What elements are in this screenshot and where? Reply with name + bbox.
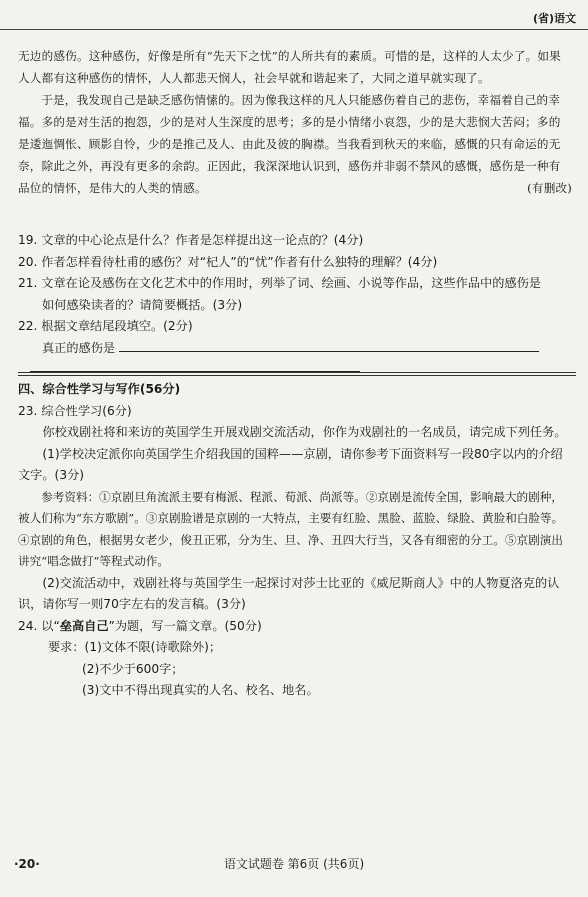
question-20: 20. 作者怎样看待杜甫的感伤？对“杞人”的“忧”作者有什么独特的理解？(4分) — [18, 254, 438, 269]
question-22: 22. 根据文章结尾段填空。(2分) — [18, 319, 193, 333]
question-23: 23. 综合性学习(6分) — [18, 403, 132, 418]
passage-paragraph-2-text: 于是，我发现自己是缺乏感伤情愫的。因为像我这样的凡人只能感伤着自己的悲伤，幸福着自己的幸福。多的是对生活的抱怨，少的是对人生深度的思考；多的是小情绪小哀怨，少的是大悲悯大苦闷；多的是逶迤惆怅、顾影自怜，少的是推己及人、由此及彼的胸襟。当我看到秋天的来临，感慨的只有命运的无奈，除此之外，再没有更多的余韵。正因此，我深深地认识到，感伤并非弱不禁风的感慨，感伤是一种有品位的情怀，是伟大的人类的情感。 — [18, 93, 561, 195]
section-divider-2 — [18, 375, 576, 376]
task-2: (2)交流活动中，戏剧社将与英国学生一起探讨对莎士比亚的《威尼斯商人》中的人物夏洛克的认识，请你写一则70字左右的发言稿。(3分) — [18, 575, 560, 611]
page-footer: 语文试题卷 第6页 (共6页) — [223, 857, 365, 871]
requirement-1: 要求：(1)文体不限(诗歌除外)； — [48, 640, 222, 654]
page-number: ·20· — [14, 857, 40, 871]
essay-topic: 垒高自己 — [59, 618, 109, 633]
section-title: 四、综合性学习与写作(56分) — [18, 382, 181, 396]
reading-passage — [18, 45, 572, 199]
part-four — [18, 379, 574, 702]
task-1: (1)学校决定派你向英国学生介绍我国的国粹——京剧，请你参考下面资料写一段80字以内的介绍文字。(3分) — [18, 446, 563, 482]
question-21: 21. 文章在论及感伤在文化艺术中的作用时，列举了词、绘画、小说等作品，这些作品中的感伤是 — [18, 276, 541, 290]
subject-header: (省)语文 — [532, 12, 576, 25]
reference-materials: 参考资料：①京剧旦角流派主要有梅派、程派、荀派、尚派等。②京剧是流传全国，影响最大的剧种，被人们称为“东方歌剧”。③京剧脸谱是京剧的一大特点，主要有红脸、黑脸、蓝脸、绿脸、黄脸和白脸等。④京剧的角色，根据男女老少，俊丑正邪，分为生、旦、净、丑四大行当，又各有细密的分工。⑤京剧演出讲究“唱念做打”等程式动作。 — [18, 489, 564, 568]
requirement-2: (2)不少于600字； — [82, 661, 184, 676]
question-22-fill — [18, 338, 574, 360]
answer-blank-line[interactable] — [119, 338, 539, 352]
abridged-note: (有删改) — [527, 181, 572, 195]
answer-blank-line-2[interactable] — [30, 363, 360, 372]
question-19: 19. 文章的中心论点是什么？作者是怎样提出这一论点的？(4分) — [18, 233, 364, 247]
question-24-suffix: ”为题，写一篇文章。(50分) — [108, 618, 262, 633]
question-23-intro: 你校戏剧社将和来访的英国学生开展戏剧交流活动，你作为戏剧社的一名成员，请完成下列任务。 — [42, 425, 567, 439]
passage-paragraph-1: 无边的感伤。这种感伤，好像是所有“先天下之忧”的人所共有的素质。可惜的是，这样的人太少了。如果人人都有这种感伤的情怀，人人都悲天悯人，社会早就和谐起来了，大同之道早就实现了。 — [18, 49, 561, 85]
fill-prompt: 真正的感伤是 — [42, 340, 116, 355]
question-list — [18, 230, 574, 372]
question-24 — [18, 616, 574, 638]
passage-paragraph-2 — [18, 89, 572, 199]
question-21-continued: 如何感染读者的？请简要概括。(3分) — [42, 297, 243, 312]
requirement-3: (3)文中不得出现真实的人名、校名、地名。 — [82, 683, 319, 697]
header-divider — [0, 29, 588, 30]
section-divider — [18, 372, 576, 373]
question-24-prefix: 24. 以“ — [18, 618, 60, 633]
